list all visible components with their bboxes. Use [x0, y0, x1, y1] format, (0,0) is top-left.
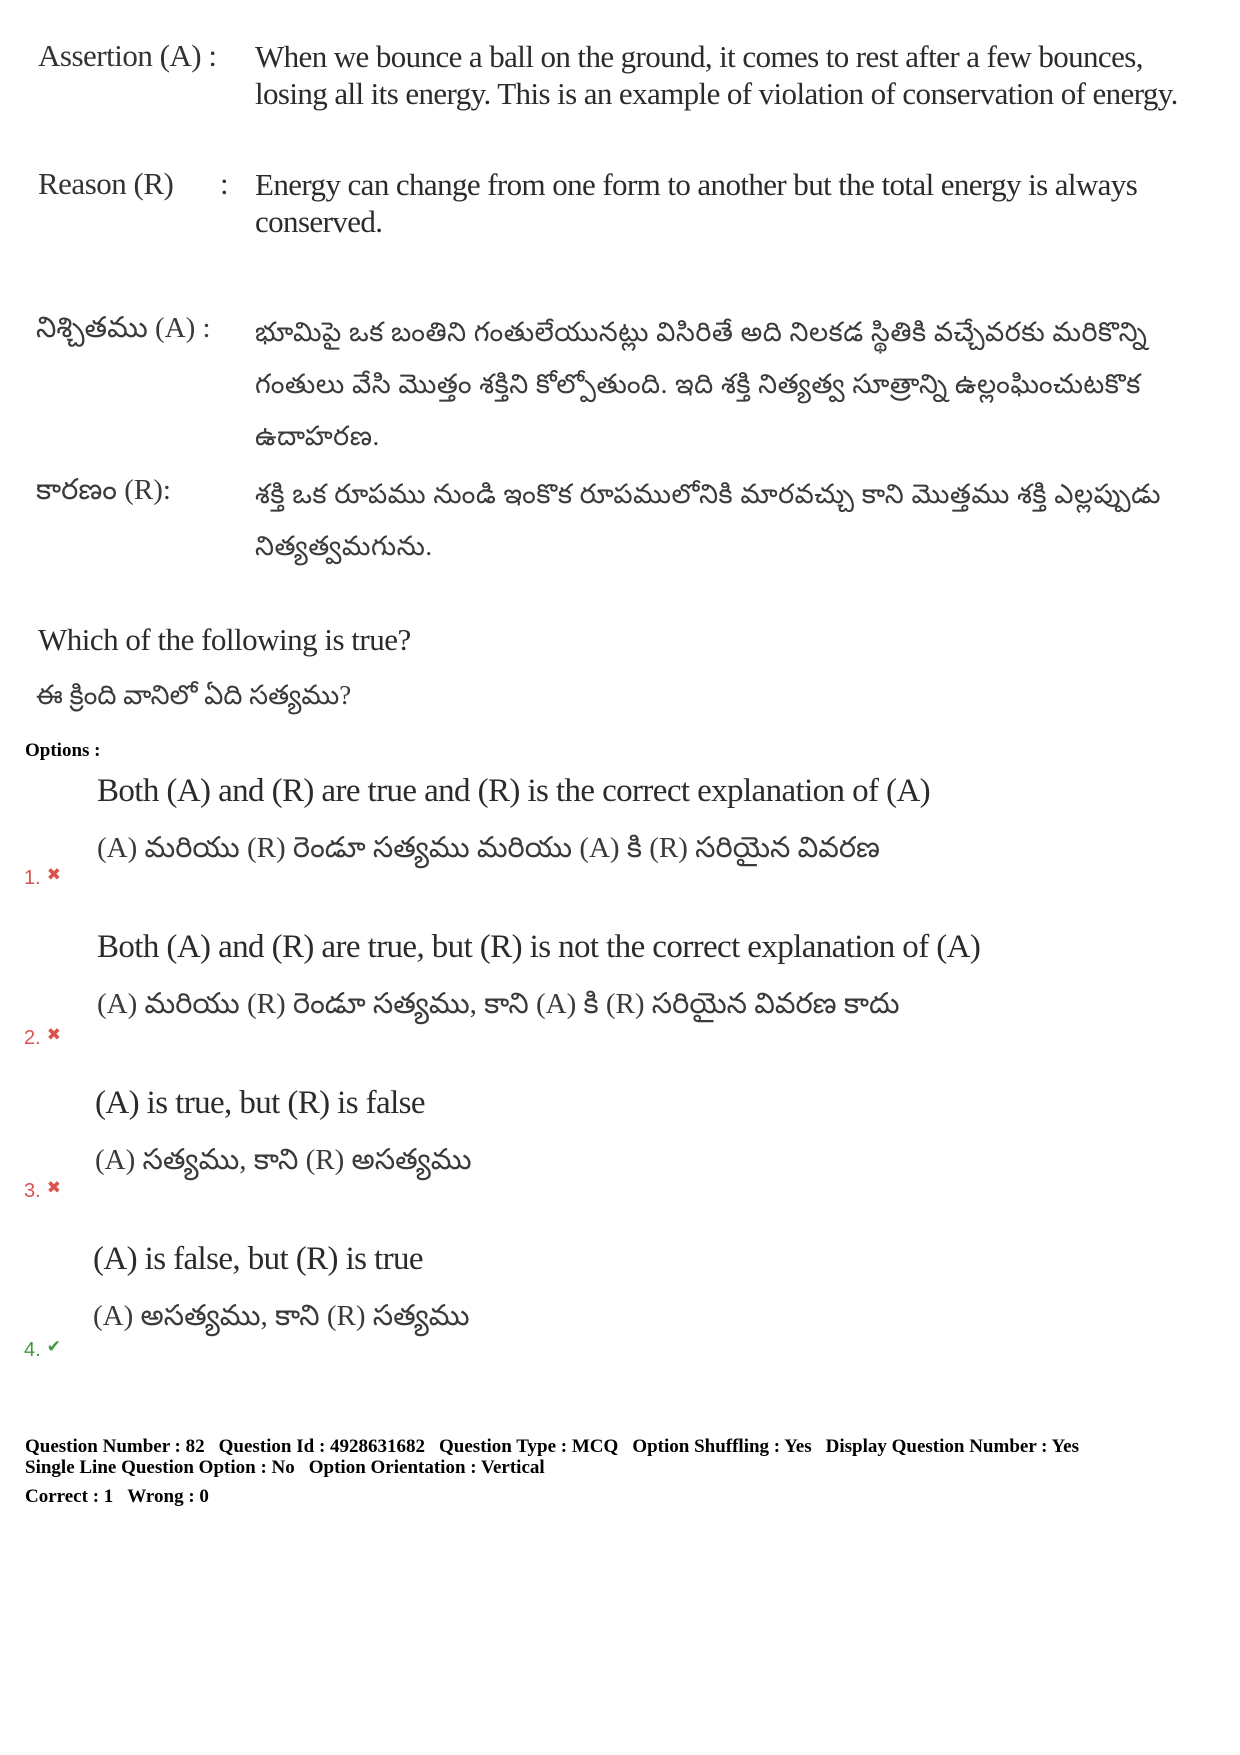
meta-option-orientation: Option Orientation : Vertical: [308, 1457, 545, 1478]
meta-line-2: [25, 1457, 1093, 1478]
option-2-text: Both (A) and (R) are true, but (R) is not the correct explanation of (A): [97, 929, 981, 965]
option-1-text-telugu: (A) మరియు (R) రెండూ సత్యము మరియు (A) కి (R) సరియైన వివరణ: [97, 832, 880, 864]
meta-question-type: Question Type : MCQ: [439, 1436, 619, 1457]
cross-icon: ✖: [46, 1178, 61, 1198]
cross-icon: ✖: [46, 865, 61, 885]
assertion-text-telugu: భూమిపై ఒక బంతిని గంతులేయునట్లు విసిరితే అది నిలకడ స్థితికి వచ్చేవరకు మరికొన్ని గంతులు వేసి మొత్తం శక్తిని కోల్పోతుంది. ఇది శక్తి నిత్యత్వ సూత్రాన్ని ఉల్లంఘించుటకొక ఉదాహరణ.: [255, 317, 1148, 451]
cross-icon: ✖: [46, 1025, 61, 1045]
question-meta: [25, 1436, 1093, 1478]
options-label: Options :: [25, 740, 101, 761]
option-number: 4.: [24, 1339, 41, 1361]
assertion-text: When we bounce a ball on the ground, it comes to rest after a few bounces, losing all its energy. This is an example of violation of conservation of energy.: [255, 39, 1178, 111]
option-3-text: (A) is true, but (R) is false: [95, 1085, 425, 1121]
meta-display-question-number: Display Question Number : Yes: [825, 1436, 1079, 1457]
option-3-marker[interactable]: [24, 1178, 61, 1203]
assertion-label: Assertion (A) :: [38, 38, 217, 73]
option-1-marker[interactable]: [24, 865, 61, 890]
reason-text-telugu: శక్తి ఒక రూపము నుండి ఇంకొక రూపములోనికి మారవచ్చు కాని మొత్తము శక్తి ఎల్లప్పుడు నిత్యత్వమగును.: [255, 479, 1161, 561]
score-meta: [25, 1486, 223, 1507]
meta-single-line-option: Single Line Question Option : No: [25, 1457, 295, 1478]
option-4-text-telugu: (A) అసత్యము, కాని (R) సత్యము: [93, 1300, 470, 1332]
meta-line-1: [25, 1436, 1093, 1457]
assertion-label-telugu: నిశ్చితము (A) :: [36, 312, 211, 344]
option-3-text-telugu: (A) సత్యము, కాని (R) అసత్యము: [95, 1144, 472, 1176]
option-number: 1.: [24, 867, 41, 889]
option-number: 3.: [24, 1180, 41, 1202]
reason-text: Energy can change from one form to another but the total energy is always conserved.: [255, 167, 1138, 239]
meta-question-number: Question Number : 82: [25, 1436, 205, 1457]
option-number: 2.: [24, 1027, 41, 1049]
option-1-text: Both (A) and (R) are true and (R) is the correct explanation of (A): [97, 773, 931, 809]
meta-wrong: Wrong : 0: [127, 1486, 209, 1507]
question-prompt: Which of the following is true?: [38, 622, 411, 657]
meta-option-shuffling: Option Shuffling : Yes: [632, 1436, 812, 1457]
option-4-text: (A) is false, but (R) is true: [93, 1241, 423, 1277]
meta-question-id: Question Id : 4928631682: [218, 1436, 426, 1457]
reason-colon: :: [220, 166, 229, 201]
reason-label: Reason (R): [38, 166, 174, 201]
option-4-marker[interactable]: [24, 1337, 61, 1362]
option-2-text-telugu: (A) మరియు (R) రెండూ సత్యము, కాని (A) కి (R) సరియైన వివరణ కాదు: [97, 988, 900, 1020]
option-2-marker[interactable]: [24, 1025, 61, 1050]
meta-correct: Correct : 1: [25, 1486, 114, 1507]
question-prompt-telugu: ఈ క్రింది వానిలో ఏది సత్యము?: [36, 680, 352, 710]
check-icon: ✔: [46, 1337, 61, 1357]
reason-label-telugu: కారణం (R):: [36, 474, 171, 506]
